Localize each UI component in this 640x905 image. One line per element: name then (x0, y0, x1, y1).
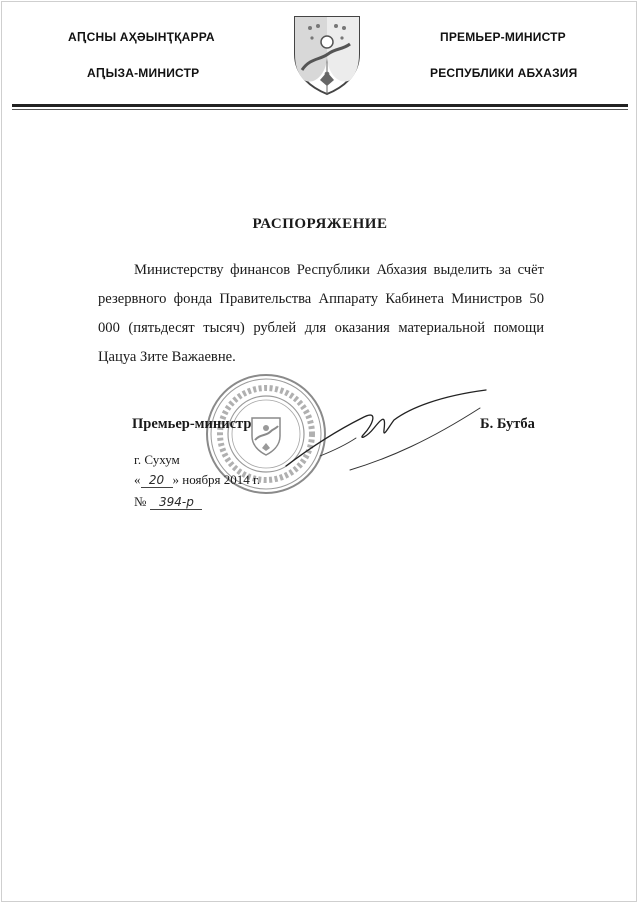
header-rule-thick (12, 104, 628, 107)
document-body: Министерству финансов Республики Абхазия выделить за счёт резервного фонда Правительства Аппарату Кабинета Министров 50 000 (пятьдесят тысяч) рублей для оказания материальной помощи Цацуа Зите Важаевне. (98, 262, 544, 365)
document-title: РАСПОРЯЖЕНИЕ (252, 216, 388, 232)
number-label: № (134, 494, 147, 509)
issue-date (134, 472, 260, 488)
header-right-line1: ПРЕМЬЕР-МИНИСТР (440, 30, 566, 44)
document-number (134, 494, 202, 510)
signer-name: Б. Бутба (480, 416, 535, 432)
date-open-quote: « (134, 472, 141, 487)
handwritten-signature (280, 378, 495, 474)
date-day-handwritten: 20 (141, 474, 173, 488)
signer-title: Премьер-министр (132, 416, 252, 432)
header-left-line1: АԤСНЫ АҲӘЫНҬҚАРРА (68, 30, 215, 44)
header-left-line2: АԤЫЗА-МИНИСТР (87, 66, 200, 80)
issue-place: г. Сухум (134, 452, 180, 467)
coat-of-arms-icon (292, 14, 362, 96)
header-right-line2: РЕСПУБЛИКИ АБХАЗИЯ (430, 66, 578, 80)
header-rule-thin (12, 109, 628, 110)
date-month-year: » ноября 2014 г. (172, 472, 261, 487)
number-value-handwritten: 394-р (150, 496, 202, 510)
